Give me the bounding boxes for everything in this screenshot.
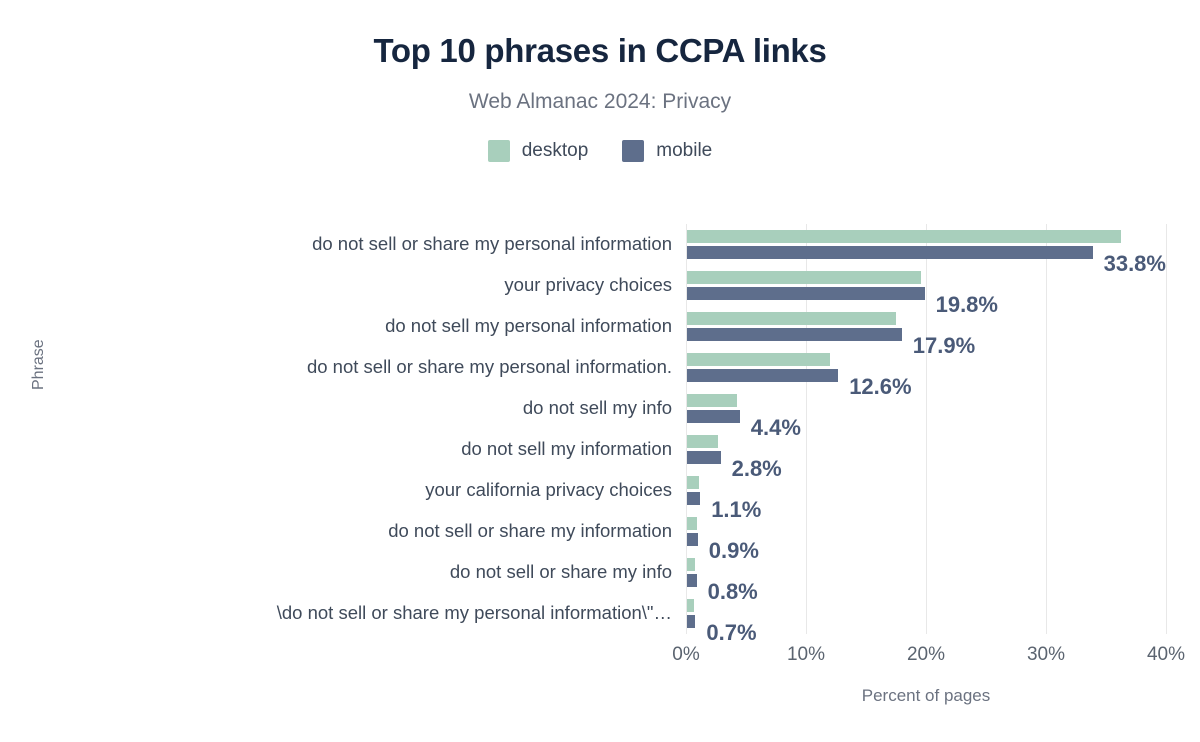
bar-mobile[interactable]: [687, 287, 925, 300]
legend-swatch-desktop: [488, 140, 510, 162]
bar-row: [306, 347, 1166, 399]
chart-subtitle: Web Almanac 2024: Privacy: [468, 90, 732, 113]
plot-area: [276, 224, 1166, 645]
value-label: 19.8%: [935, 291, 998, 317]
category-label: your california privacy choices: [425, 478, 672, 500]
bar-mobile[interactable]: [687, 615, 695, 628]
category-label: do not sell or share my information: [388, 519, 672, 541]
bar-desktop[interactable]: [687, 558, 695, 571]
bar-mobile[interactable]: [687, 533, 698, 546]
category-label: do not sell or share my personal information: [312, 232, 672, 254]
value-label: 4.4%: [750, 414, 801, 440]
bar-desktop[interactable]: [687, 271, 921, 284]
bar-row: [276, 593, 1166, 645]
x-tick-label: 20%: [906, 644, 946, 665]
x-tick-label: 40%: [1146, 644, 1186, 665]
x-tick-label: 0%: [672, 644, 700, 665]
x-tick-label: 30%: [1026, 644, 1066, 665]
legend-item-desktop[interactable]: [488, 140, 589, 162]
value-label: 0.7%: [706, 619, 757, 645]
value-label: 12.6%: [849, 373, 912, 399]
bar-mobile[interactable]: [687, 246, 1093, 259]
bar-mobile[interactable]: [687, 574, 697, 587]
value-label: 17.9%: [912, 332, 976, 358]
category-label: do not sell my personal information: [385, 314, 672, 336]
bar-mobile[interactable]: [687, 451, 721, 464]
bar-row: [425, 470, 1166, 522]
chart-legend: [0, 140, 1200, 162]
bar-mobile[interactable]: [687, 369, 838, 382]
bar-desktop[interactable]: [687, 394, 737, 407]
bar-desktop[interactable]: [687, 476, 699, 489]
gridline: [1166, 224, 1167, 634]
value-label: 0.8%: [707, 578, 758, 604]
bar-desktop[interactable]: [687, 230, 1121, 243]
bar-desktop[interactable]: [687, 517, 697, 530]
x-tick-label: 10%: [786, 644, 826, 665]
value-label: 2.8%: [731, 455, 782, 481]
bar-mobile[interactable]: [687, 410, 740, 423]
bar-row: [312, 224, 1166, 276]
bar-row: [388, 511, 1166, 563]
x-axis-title: Percent of pages: [861, 686, 991, 705]
bar-desktop[interactable]: [687, 312, 896, 325]
category-label: do not sell my information: [461, 437, 672, 459]
legend-item-mobile[interactable]: [622, 140, 712, 162]
category-label: do not sell or share my personal information.: [306, 355, 672, 377]
bar-mobile[interactable]: [687, 328, 902, 341]
legend-swatch-mobile: [622, 140, 644, 162]
bar-row: [449, 552, 1166, 604]
bar-mobile[interactable]: [687, 492, 700, 505]
category-label: do not sell or share my info: [449, 560, 672, 582]
bar-desktop[interactable]: [687, 353, 830, 366]
chart-title: Top 10 phrases in CCPA links: [373, 32, 827, 69]
legend-label-desktop: desktop: [521, 140, 589, 161]
bar-desktop[interactable]: [687, 599, 694, 612]
bar-row: [504, 265, 1166, 317]
bar-row: [522, 388, 1166, 440]
value-label: 0.9%: [708, 537, 759, 563]
category-label: \do not sell or share my personal information\"…: [276, 601, 672, 623]
y-axis-title: Phrase: [30, 339, 47, 390]
category-label: your privacy choices: [504, 273, 672, 295]
category-label: do not sell my info: [522, 396, 672, 418]
bar-row: [461, 429, 1166, 481]
bar-row: [385, 306, 1166, 358]
value-label: 33.8%: [1103, 250, 1166, 276]
legend-label-mobile: mobile: [656, 140, 713, 161]
value-label: 1.1%: [711, 496, 762, 522]
bar-desktop[interactable]: [687, 435, 718, 448]
